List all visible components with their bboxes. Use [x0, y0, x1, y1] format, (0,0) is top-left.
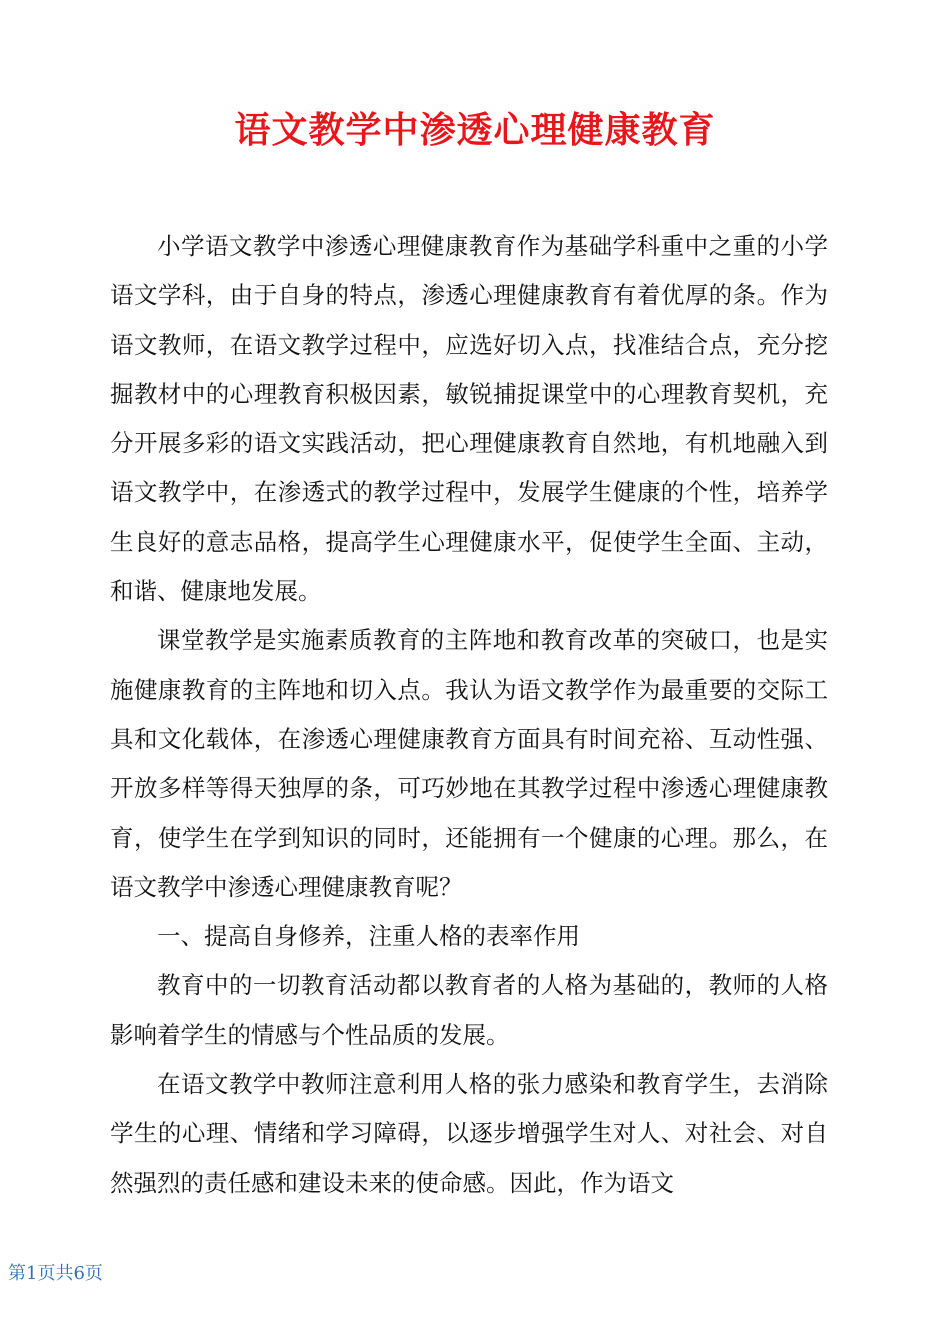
document-title: 语文教学中渗透心理健康教育: [234, 109, 716, 151]
document-body: [110, 222, 828, 1208]
paragraph-personality: 教育中的一切教育活动都以教育者的人格为基础的，教师的人格影响着学生的情感与个性品质的发展。: [110, 971, 828, 1049]
paragraph-intro: 小学语文教学中渗透心理健康教育作为基础学科重中之重的小学语文学科，由于自身的特点，渗透心理健康教育有着优厚的条。作为语文教师，在语文教学过程中，应选好切入点，找准结合点，充分挖掘教材中的心理教育积极因素，敏锐捕捉课堂中的心理教育契机，充分开展多彩的语文实践活动，把心理健康教育自然地，有机地融入到语文教学中，在渗透式的教学过程中，发展学生健康的个性，培养学生良好的意志品格，提高学生心理健康水平，促使学生全面、主动，和谐、健康地发展。: [110, 232, 828, 606]
paragraph-teacher-influence: 在语文教学中教师注意利用人格的张力感染和教育学生，去消除学生的心理、情绪和学习障碍，以逐步增强学生对人、对社会、对自然强烈的责任感和建设未来的使命感。因此，作为语文: [110, 1070, 828, 1197]
page-number-footer: 第1页共6页: [8, 1263, 103, 1284]
section-heading-1: 一、提高自身修养，注重人格的表率作用: [157, 922, 580, 951]
paragraph-classroom: 课堂教学是实施素质教育的主阵地和教育改革的突破口，也是实施健康教育的主阵地和切入点。我认为语文教学作为最重要的交际工具和文化载体，在渗透心理健康教育方面具有时间充裕、互动性强、开放多样等得天独厚的条，可巧妙地在其教学过程中渗透心理健康教育，使学生在学到知识的同时，还能拥有一个健康的心理。那么，在语文教学中渗透心理健康教育呢？: [110, 626, 828, 901]
